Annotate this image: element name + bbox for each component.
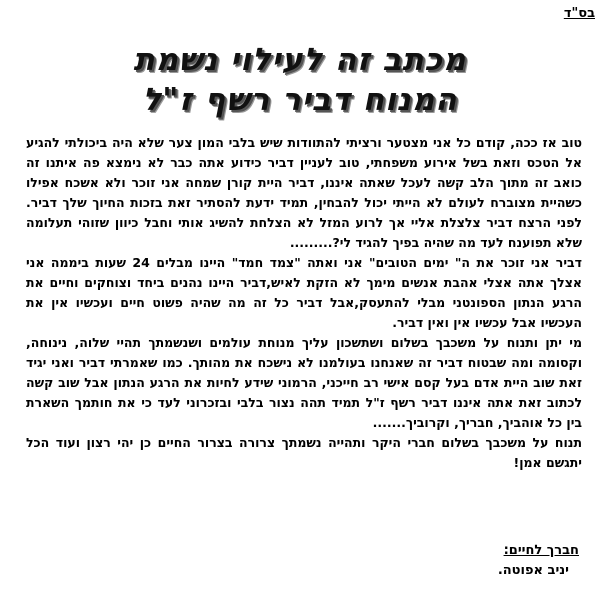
title-line-1: מכתב זה לעילוי נשמת <box>133 42 467 78</box>
title-line-2: המנוח דביר רשף ז"ל <box>142 82 458 118</box>
letter-body <box>26 133 582 473</box>
signoff-name: יניב אפוטה. <box>497 563 569 578</box>
body-paragraph-3: מי יתן ותנוח על משכבך בשלום ושתשכון עליך מנוחת עולמים ושנשמתך תהיי שלוה, נינוחה, וקסומה ומה שבטוח דביר זה שאנחנו בעולמנו לא נישכח את מהותך. כמו שאמרתי דביר ואני יגיד זאת שוב היית אדם בעל קסם אישי רב חייכני, הרמוני שידע לחיות את הרגע הנתון אבל שוב קשה לכתוב זאת אתה איננו דביר רשף ז"ל תמיד תהה נצור בלבי ובזכרוני לעד כי את חותמך השארת בין כל אוהביך, חבריך, וקרוביך....... <box>26 335 582 430</box>
bsd-header: בס"ד <box>563 6 595 21</box>
body-paragraph-2: דביר אני זוכר את ה" ימים הטובים" אני ואתה "צמד חמד" היינו מבלים 24 שעות ביממה אני אצלך אתה אצלי אהבת אנשים מימך לא הזקת לאיש,דביר היינו נהנים ביחד וצוחקים וחיים את הרגע הנתון הספונטני מבלי להתעסק,אבל דביר כל זה מה שהיה פשוט חיים ועכשיו אין את העכשיו אבל עכשיו אין ואין דביר. <box>26 255 582 330</box>
signoff <box>498 541 579 581</box>
body-paragraph-1: טוב אז ככה, קודם כל אני מצטער ורציתי להתוודות שיש בלבי המון צער שלא היה ביכולתי להגיע אל הטכס וזאת בשל אירוע משפחתי, טוב לעניין דביר כידוע אתה כבר לא נימצא פה איתנו זה כואב זה מתוך הלב קשה לעכל שאתה איננו, דביר היית קורן שמחה אני זוכר ולא אשכח אפילו כשהיית מצוברח לעולם לא הייתי יכול להבחין, תמיד ידעת להסתיר זאת בזכות החיוך שלך דביר. לפני הרצח דביר צלצלת אליי אך לרוע המזל לא הצלחת להשיג אותי וחבל כיוון שזוהי תעלומה שלא תפוענח לעד מה שהיה בפיך להגיד לי?......... <box>26 135 582 250</box>
body-paragraph-4: תנוח על משכבך בשלום חברי היקר ותהייה נשמתך צרורה בצרור החיים כן יהי רצון ועוד הכל יתגשם אמן! <box>26 435 582 470</box>
signoff-label: חברך לחיים: <box>503 543 579 558</box>
letter-title <box>60 40 540 120</box>
